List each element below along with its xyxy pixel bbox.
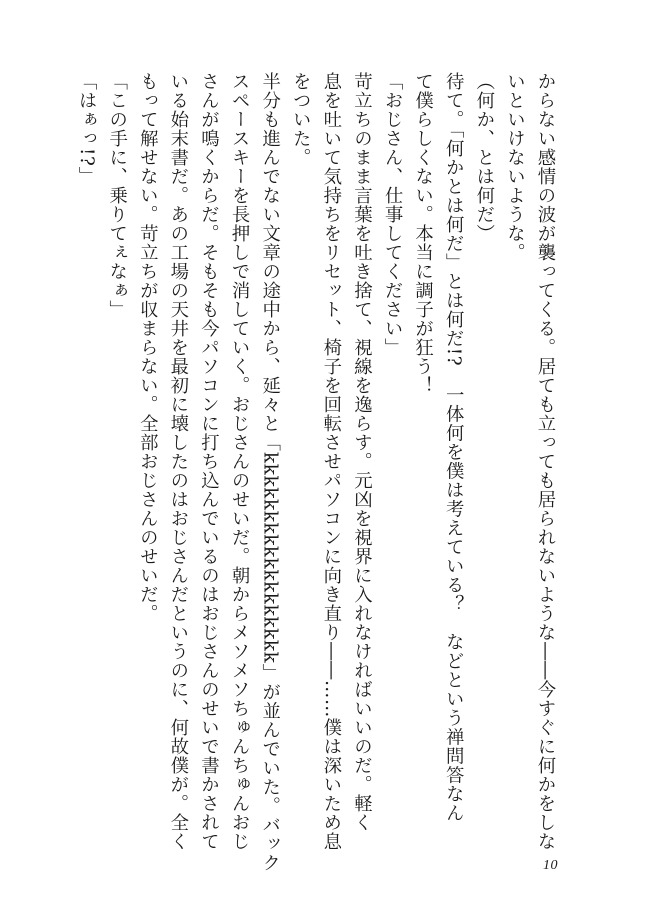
text-line: さんが鳴くからだ。そもそも今パソコンに打ち込んでいるのはおじさんのせいで書かされて: [198, 72, 220, 851]
text-line: いる始末書だ。あの工場の天井を最初に壊したのはおじさんだというのに、何故僕が。全く: [167, 72, 189, 851]
text-line: 半分も進んでない文章の途中から、延々と「kkkkkkkkkkkkkkkkkk」が並んでいた。バック: [259, 72, 281, 873]
text-line: て僕らしくない。本当に調子が狂う！: [412, 72, 434, 395]
text-line: 待て。「何かとは何だ」とは何だ!? 一体何を僕は考えている？ などという禅問答なん: [443, 72, 465, 823]
text-line: もって解せない。苛立ちが収まらない。全部おじさんのせいだ。: [137, 72, 159, 623]
page-number: 10: [543, 858, 558, 873]
text-line: 苛立ちのまま言葉を吐き捨て、視線を逸らす。元凶を視界に入れなければいいのだ。軽く: [351, 72, 373, 832]
text-line: をついた。: [290, 72, 312, 167]
text-line: （何か、とは何だ）: [473, 72, 495, 243]
text-line: スペースキーを長押しで消していく。おじさんのせいだ。朝からメソメソちゅんちゅんおじ: [229, 72, 251, 851]
text-line: 「この手に、乗りてぇなぁ」: [106, 72, 128, 319]
text-line: 「はぁっ!?」: [76, 72, 98, 186]
text-line: からない感情の波が襲ってくる。居ても立っても居られないような――今すぐに何かをしな: [535, 72, 556, 851]
text-line: 「おじさん、仕事してください」: [382, 72, 404, 357]
text-line: いといけないような。: [504, 72, 526, 262]
text-line: 息を吐いて気持ちをリセット、椅子を回転させパソコンに向き直り――……僕は深いため息: [320, 72, 342, 851]
